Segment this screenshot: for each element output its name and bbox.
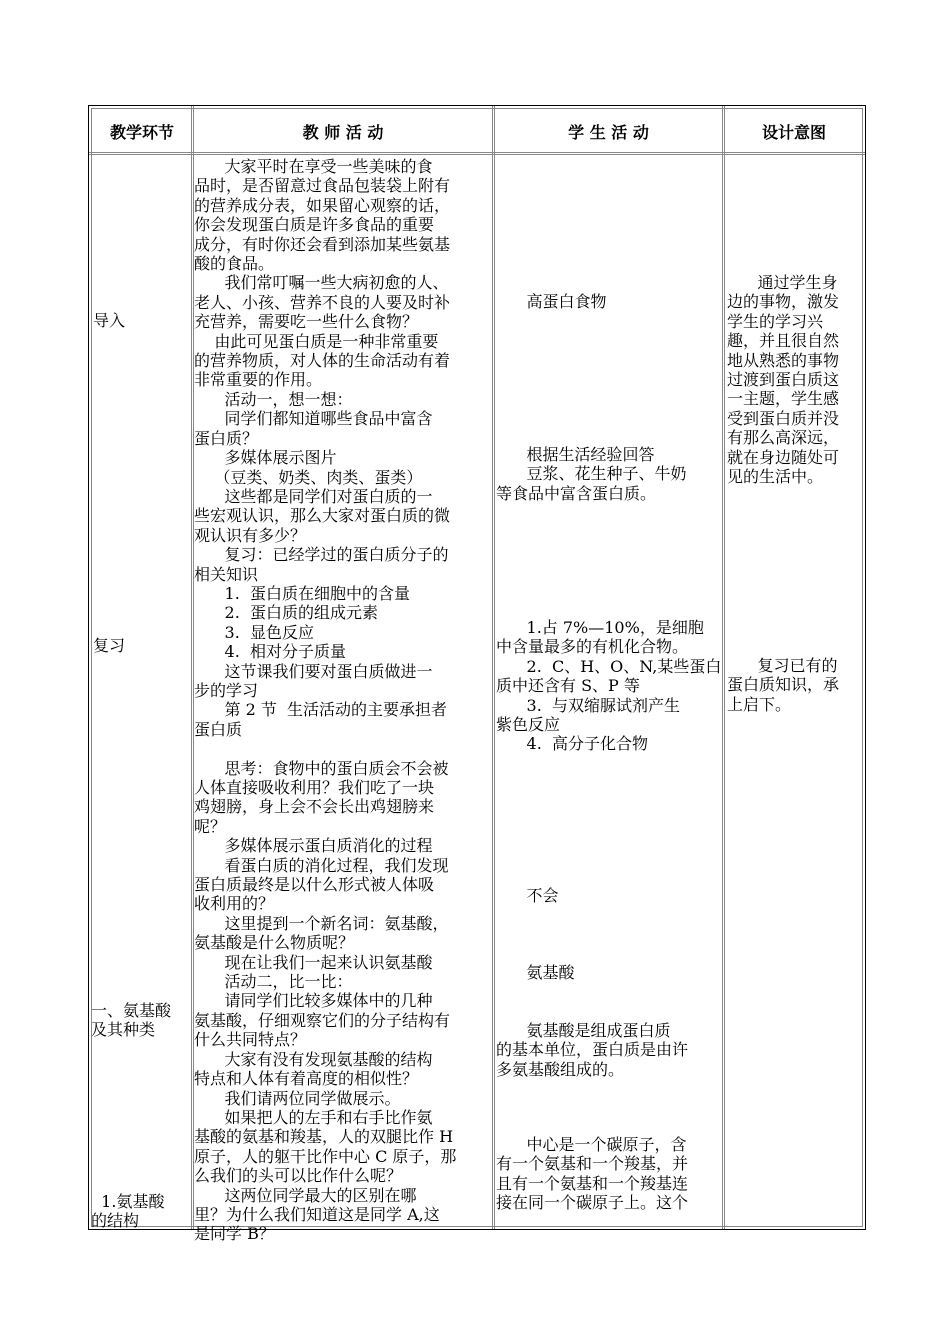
stage-intro: 导入 [93, 311, 126, 330]
teacher-line: 4. 相对分子质量 [194, 642, 346, 662]
teacher-line: 观认识有多少？ [194, 525, 307, 545]
teacher-line: 成分，有时你还会看到添加某些氨基 [194, 234, 451, 254]
teacher-line: 现在让我们一起来认识氨基酸 [194, 952, 433, 972]
stage-review: 复习 [93, 636, 126, 655]
teacher-line: 是同学 B？ [194, 1224, 275, 1244]
teacher-line: 的营养成分表，如果留心观察的话， [194, 195, 451, 215]
header-divider [89, 152, 865, 155]
teacher-line: 的营养物质，对人体的生命活动有着 [194, 351, 451, 371]
teacher-line: 蛋白质 [194, 719, 243, 739]
teacher-activity [194, 157, 494, 1244]
teacher-line: 充营养，需要吃一些什么食物？ [194, 312, 419, 332]
teacher-line: 原子，人的躯干比作中心 C 原子，那 [194, 1146, 457, 1166]
teacher-line: 氨基酸，仔细观察它们的分子结构有 [194, 1010, 451, 1030]
student-answer-5: 氨基酸 [496, 963, 575, 982]
teacher-line: 品时，是否留意过食品包装袋上附有 [194, 176, 451, 196]
teacher-line: 我们请两位同学做展示。 [194, 1088, 401, 1108]
teacher-line: 相关知识 [194, 564, 259, 584]
teacher-line: 复习：已经学过的蛋白质分子的 [194, 545, 449, 565]
teacher-line: 步的学习 [194, 680, 259, 700]
teacher-line: 老人、小孩、营养不良的人要及时补 [194, 292, 451, 312]
design-intent-1: 通过学生身 边的事物，激发 学生的学习兴 趣，并且很自然 地从熟悉的事物 过渡到蛋白质这 一主题，学生感 受到蛋白质并没 有那么高深远， 就在身边随处可 见的生活中。 [727, 273, 840, 487]
teacher-line: 请同学们比较多媒体中的几种 [194, 991, 433, 1011]
teacher-line: 么我们的头可以比作什么呢？ [194, 1166, 403, 1186]
teacher-line: 鸡翅膀，身上会不会长出鸡翅膀来 [194, 797, 435, 817]
header-teacher: 教 师 活 动 [302, 123, 384, 142]
column-divider [722, 106, 725, 1229]
stage-structure: 1.氨基酸 的结构 [91, 1192, 165, 1231]
teacher-line: 收利用的？ [194, 894, 275, 914]
teacher-line: 第 2 节 生活活动的主要承担者 [194, 700, 448, 720]
student-answer-3: 1.占 7%—10%，是细胞 中含量最多的有机化合物。 2. C、H、O、N,某些蛋白 质中还含有 S、P 等 3. 与双缩脲试剂产生 紫色反应 4. 高分子化合物 [496, 618, 722, 754]
header-intent: 设计意图 [761, 123, 826, 142]
student-answer-6: 氨基酸是组成蛋白质 的基本单位，蛋白质是由许 多氨基酸组成的。 [496, 1021, 689, 1079]
teacher-line: 这些都是同学们对蛋白质的一 [194, 486, 433, 506]
student-answer-2: 根据生活经验回答 豆浆、花生种子、牛奶 等食品中富含蛋白质。 [496, 445, 687, 503]
teacher-line: 2. 蛋白质的组成元素 [194, 603, 378, 623]
header-stage: 教学环节 [109, 123, 174, 142]
teacher-line: （豆类、奶类、肉类、蛋类） [194, 467, 423, 487]
teacher-line: 酸的食品。 [194, 254, 275, 274]
student-answer-4: 不会 [496, 886, 559, 905]
teacher-line: 1. 蛋白质在细胞中的含量 [194, 583, 410, 603]
header-student: 学 生 活 动 [568, 123, 649, 142]
student-answer-7: 中心是一个碳原子，含 有一个氨基和一个羧基，并 且有一个氨基和一个羧基连 接在同一个碳原子上。这个 [496, 1135, 689, 1213]
teacher-line: 大家有没有发现氨基酸的结构 [194, 1049, 433, 1069]
teacher-line: 如果把人的左手和右手比作氨 [194, 1107, 433, 1127]
teacher-line: 里？为什么我们知道这是同学 A,这 [194, 1204, 440, 1224]
teacher-line: 蛋白质？ [194, 428, 259, 448]
teacher-line: 这里提到一个新名词：氨基酸， [194, 913, 449, 933]
teacher-line: 基酸的氨基和羧基，人的双腿比作 H [194, 1127, 454, 1147]
teacher-line: 些宏观认识，那么大家对蛋白质的微 [194, 506, 451, 526]
teacher-line: 3. 显色反应 [194, 622, 314, 642]
teacher-line: 由此可见蛋白质是一种非常重要 [194, 331, 439, 351]
teacher-line: 特点和人体有着高度的相似性？ [194, 1069, 419, 1089]
teacher-line: 这两位同学最大的区别在哪 [194, 1185, 417, 1205]
teacher-line: 呢？ [194, 816, 227, 836]
teacher-line: 氨基酸是什么物质呢？ [194, 933, 355, 953]
teacher-line: 这节课我们要对蛋白质做进一 [194, 661, 433, 681]
teacher-line: 看蛋白质的消化过程，我们发现 [194, 855, 449, 875]
teacher-line: 思考：食物中的蛋白质会不会被 [194, 758, 449, 778]
design-intent-2: 复习已有的 蛋白质知识，承 上启下。 [727, 656, 840, 714]
teacher-line: 多媒体展示蛋白质消化的过程 [194, 836, 433, 856]
teacher-line: 同学们都知道哪些食品中富含 [194, 409, 433, 429]
teacher-line: 活动一，想一想： [194, 389, 353, 409]
teacher-line: 大家平时在享受一些美味的食 [194, 157, 433, 176]
teacher-line: 我们常叮嘱一些大病初愈的人、 [194, 273, 449, 293]
teacher-line: 非常重要的作用。 [194, 370, 323, 390]
stage-amino-acids: 一、氨基酸 及其种类 [91, 1001, 172, 1040]
teacher-line: 你会发现蛋白质是许多食品的重要 [194, 215, 435, 235]
teacher-line: 活动二，比一比： [194, 972, 353, 992]
teacher-line: 蛋白质最终是以什么形式被人体吸 [194, 875, 435, 895]
teacher-line: 多媒体展示图片 [194, 448, 337, 468]
student-answer-1: 高蛋白食物 [496, 292, 607, 311]
teacher-line: 人体直接吸收利用？我们吃了一块 [194, 778, 435, 797]
teacher-line: 什么共同特点？ [194, 1030, 307, 1050]
teacher-line [194, 739, 494, 758]
